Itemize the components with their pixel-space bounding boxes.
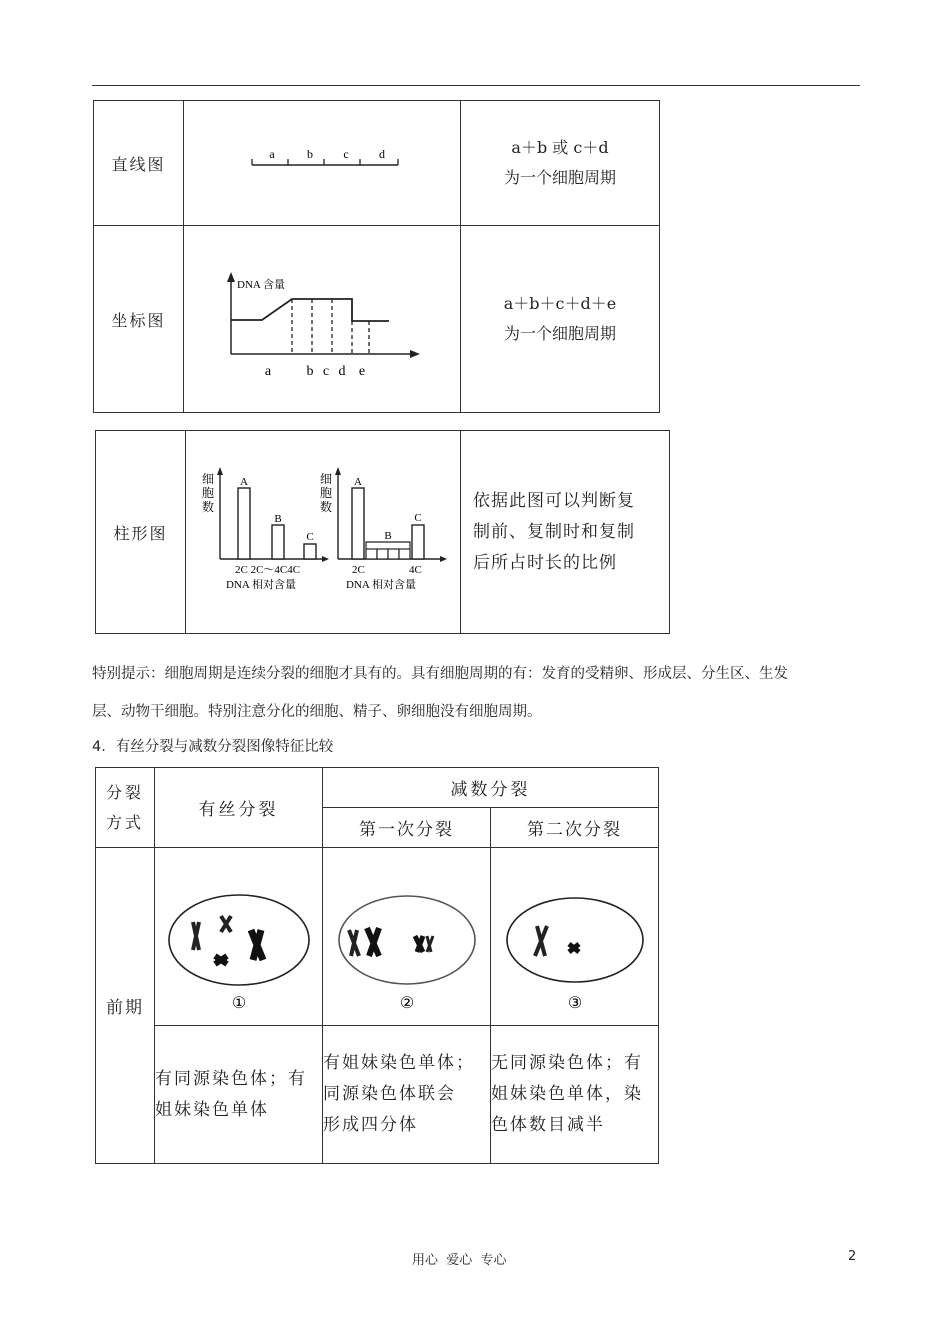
coord-figure — [184, 226, 460, 408]
bar-B-left: B — [274, 513, 282, 525]
mitosis-features — [155, 1026, 323, 1164]
fig-mitosis — [155, 860, 322, 1010]
label-coord-chart: 坐标图 — [94, 226, 184, 413]
fig-label-1: ① — [231, 994, 247, 1010]
bar-desc-1: 依据此图可以判断复 — [473, 490, 635, 511]
label-bar-chart: 柱形图 — [96, 431, 186, 634]
seg-d: d — [379, 147, 385, 161]
bar-xlabel-left: DNA 相对含量 — [226, 579, 296, 591]
hdr-meiosis: 减数分裂 — [323, 768, 659, 808]
hdr-second-division: 第二次分裂 — [491, 808, 659, 848]
coord-c: c — [322, 364, 330, 379]
hdr-first-division: 第一次分裂 — [323, 808, 491, 848]
coord-ylabel: DNA 含量 — [237, 279, 285, 291]
fig-label-2: ② — [399, 994, 415, 1010]
second-l3: 色体数目减半 — [491, 1115, 605, 1135]
meiosis1-features — [323, 1026, 491, 1164]
second-l2: 姐妹染色单体，染 — [491, 1084, 643, 1104]
bar-ylabel-r1: 细 — [319, 472, 333, 486]
cell-cycle-table-top — [93, 100, 660, 413]
bar-ylabel-r3: 数 — [319, 500, 333, 514]
coord-a: a — [264, 364, 272, 379]
division-comparison-table — [95, 767, 659, 1164]
special-note — [92, 655, 872, 731]
seg-a: a — [269, 147, 275, 161]
coord-figure-cell — [184, 226, 461, 413]
first-l2: 同源染色体联会 — [323, 1084, 456, 1104]
bar-figure — [186, 431, 460, 629]
meiosis2-features — [491, 1026, 659, 1164]
right-tick-2c: 2C — [352, 564, 365, 576]
seg-c: c — [343, 147, 349, 161]
coord-d: d — [338, 364, 346, 379]
hdr-mitosis: 有丝分裂 — [155, 768, 323, 848]
hdr-mode-2: 方式 — [105, 812, 144, 832]
bar-desc-2: 制前、复制时和复制 — [473, 521, 635, 542]
bar-xlabel-right: DNA 相对含量 — [346, 579, 416, 591]
fig-meiosis1-cell — [323, 848, 491, 1026]
fig-meiosis2-cell — [491, 848, 659, 1026]
coord-e: e — [358, 364, 366, 379]
coord-desc — [461, 226, 660, 413]
first-l3: 形成四分体 — [323, 1115, 418, 1135]
line-desc-1: a＋b 或 c＋d — [511, 138, 609, 157]
bar-B-right: B — [384, 530, 392, 542]
fig-meiosis1 — [323, 860, 490, 1010]
bar-desc-3: 后所占时长的比例 — [473, 552, 617, 573]
coord-desc-2: 为一个细胞周期 — [503, 324, 616, 343]
hdr-mode-1: 分裂 — [105, 782, 144, 802]
first-l1: 有姐妹染色单体； — [323, 1053, 475, 1073]
line-desc — [461, 101, 660, 226]
bar-C-right: C — [414, 512, 422, 524]
fig-label-3: ③ — [567, 994, 583, 1010]
label-line-chart: 直线图 — [94, 101, 184, 226]
bar-figure-cell — [186, 431, 461, 634]
line-desc-2: 为一个细胞周期 — [503, 168, 616, 187]
line-figure — [184, 101, 460, 221]
bar-ylabel-1: 细 — [201, 472, 215, 486]
mitosis-l2: 姐妹染色单体 — [155, 1099, 269, 1120]
bar-ylabel-3: 数 — [201, 500, 215, 514]
coord-b: b — [306, 364, 314, 379]
line-figure-cell — [184, 101, 461, 226]
left-ticks: 2C 2C～4C4C — [235, 564, 301, 576]
bar-ylabel-2: 胞 — [201, 486, 215, 500]
section-4-title: 4．有丝分裂与减数分裂图像特征比较 — [92, 739, 334, 755]
page-number: 2 — [848, 1249, 857, 1264]
header-rule — [92, 85, 860, 86]
note-line-2: 层、动物干细胞。特别注意分化的细胞、精子、卵细胞没有细胞周期。 — [92, 704, 542, 720]
bar-A-left: A — [240, 476, 248, 488]
mitosis-l1: 有同源染色体；有 — [155, 1068, 307, 1089]
hdr-division-mode — [96, 768, 155, 848]
fig-mitosis-cell — [155, 848, 323, 1026]
row-prophase: 前期 — [96, 848, 155, 1164]
bar-ylabel-r2: 胞 — [319, 486, 333, 500]
fig-meiosis2 — [491, 860, 658, 1010]
footer-slogan: 用心 爱心 专心 — [412, 1253, 507, 1268]
bar-C-left: C — [306, 531, 314, 543]
bar-desc — [461, 431, 670, 634]
second-l1: 无同源染色体；有 — [491, 1053, 643, 1073]
right-tick-4c: 4C — [409, 564, 422, 576]
bar-A-right: A — [354, 476, 362, 488]
note-line-1: 特别提示：细胞周期是连续分裂的细胞才具有的。具有细胞周期的有：发育的受精卵、形成层、分生区、生发 — [92, 666, 788, 682]
cell-cycle-table-bar — [95, 430, 670, 634]
seg-b: b — [307, 147, 313, 161]
coord-desc-1: a＋b＋c＋d＋e — [503, 294, 617, 313]
